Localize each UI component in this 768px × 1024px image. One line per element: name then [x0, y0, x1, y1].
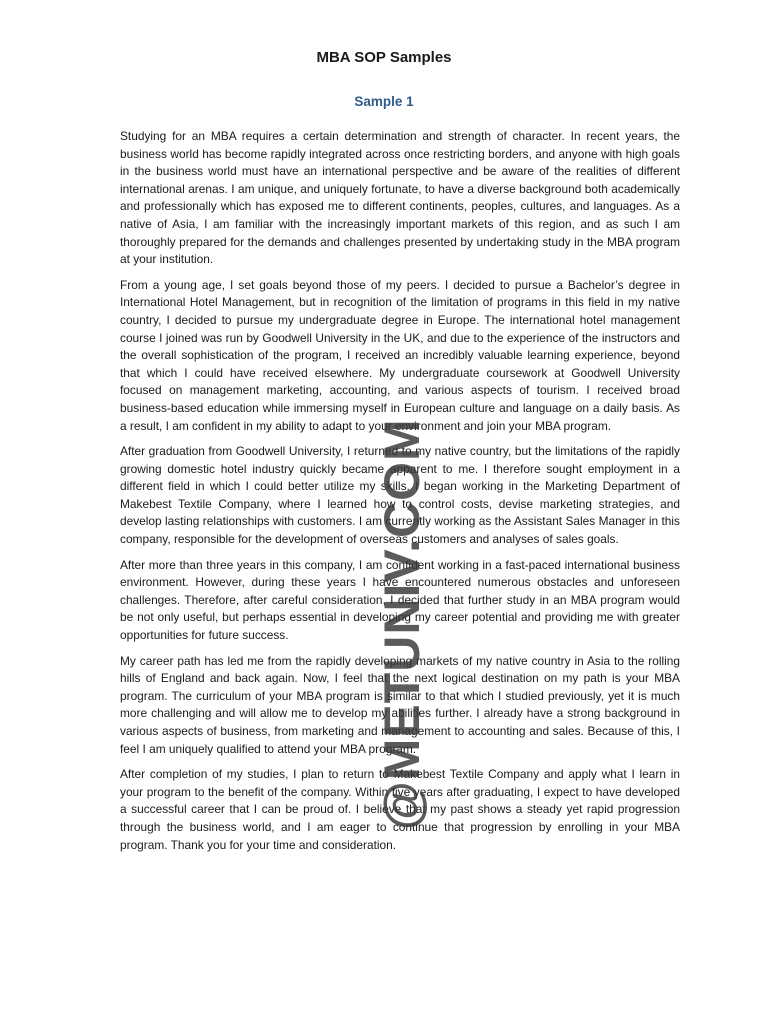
paragraph-2: From a young age, I set goals beyond those of my peers. I decided to pursue a Bachelor’s degree in International Hotel Management, but in recognition of the limitation of programs in this field in my native country, I decided to pursue my undergraduate degree in Europe. The international hotel management course I joined was run by Goodwell University in the UK, and due to the experience of the instructors and the overall sophistication of the program, I received an incredibly valuable learning experience, beyond that which I could have received elsewhere. My undergraduate coursework at Goodwell University focused on management marketing, accounting, and various aspects of tourism. I received broad business-based education while immersing myself in European culture and language on a daily basis. As a result, I am confident in my ability to adapt to your environment and join your MBA program. — [120, 277, 680, 433]
paragraph-6: After completion of my studies, I plan to return to Makebest Textile Company and apply what I learn in your program to the benefit of the company. Within five years after graduating, I expect to have developed a successful career that I can be proud of. I believe that my past shows a steady yet rapid progression through the business world, and I am eager to continue that progression by enrolling in your MBA program. Thank you for your time and consideration. — [120, 767, 680, 852]
section-heading: Sample 1 — [354, 94, 414, 109]
paragraph-4: After more than three years in this company, I am confident working in a fast-paced international business environment. However, during these years I have encountered numerous obstacles and unforeseen challenges. Therefore, after careful consideration, I decided that further study in an MBA program would be not only useful, but perhaps essential in developing my career potential and providing me with greater opportunities for future success. — [120, 557, 680, 643]
document-title: MBA SOP Samples — [316, 49, 452, 66]
watermark: @METUNIV.COM — [374, 418, 430, 830]
paragraph-1: Studying for an MBA requires a certain determination and strength of character. In recent years, the business world has become rapidly integrated across once restricting borders, and anyone with high goals in the business world must have an international perspective and be aware of the realities of different international arenas. I am unique, and uniquely fortunate, to have a diverse background both academically and professionally which has exposed me to different continents, peoples, cultures, and languages. As a native of Asia, I am familiar with the increasingly important markets of this region, and as such I am thoroughly prepared for the demands and challenges presented by undertaking study in the MBA program at your institution. — [120, 129, 680, 267]
paragraph-3: After graduation from Goodwell University, I returned to my native country, but the limitations of the rapidly growing domestic hotel industry quickly became apparent to me. I therefore sought employment in a different field in which I could better utilize my skills. I began working in the Marketing Department of Makebest Textile Company, where I learned how to control costs, devise marketing strategies, and develop lasting relationships with customers. I am currently working as the Assistant Sales Manager in this company, responsible for the development of overseas customers and analyses of sales goals. — [120, 444, 680, 547]
document-body — [120, 128, 680, 862]
paragraph-5: My career path has led me from the rapidly developing markets of my native country in Asia to the rolling hills of England and back again. Now, I feel that the next logical destination on my path is your MBA program. The curriculum of your MBA program is similar to that which I studied previously, yet it is much more challenging and will allow me to develop my abilities further. I already have a strong background in various aspects of business, from marketing and management to accounting and sales. Because of this, I feel I am uniquely qualified to attend your MBA program. — [120, 653, 680, 756]
